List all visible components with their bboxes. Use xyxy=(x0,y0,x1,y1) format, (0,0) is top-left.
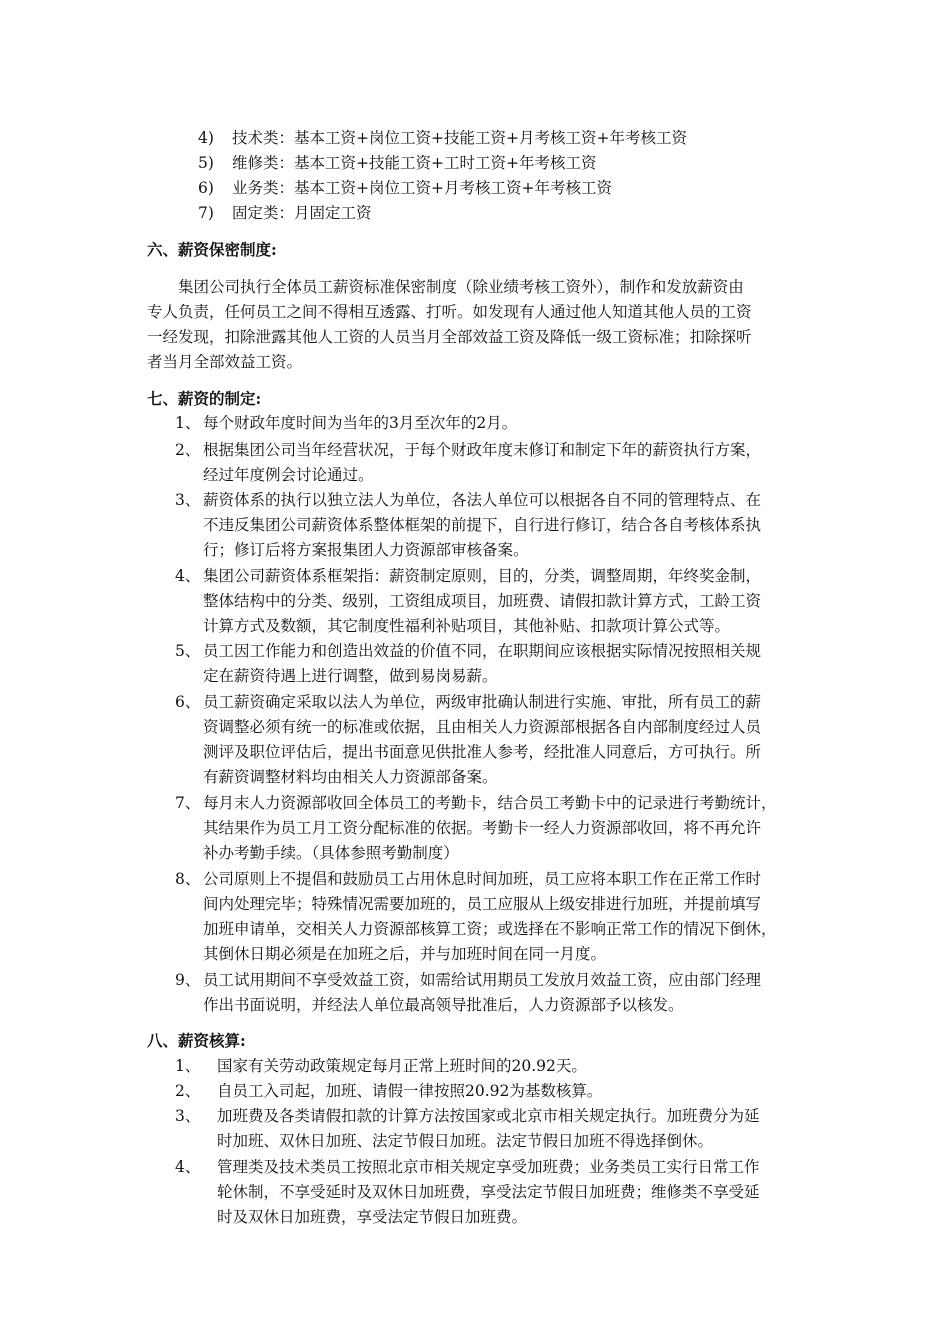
item-number: 6、 xyxy=(175,693,201,711)
section-heading: 八、薪资核算: xyxy=(147,1031,246,1050)
item-line: 薪资体系的执行以独立法人为单位，各法人单位可以根据各自不同的管理特点、在 xyxy=(203,491,762,509)
item-number: 4、 xyxy=(175,1158,201,1176)
paragraph-line: 者当月全部效益工资。 xyxy=(147,353,303,371)
list-number: 4) xyxy=(198,129,214,147)
list-number: 6) xyxy=(198,179,214,197)
item-line: 轮休制，不享受延时及双休日加班费，享受法定节假日加班费；维修类不享受延 xyxy=(217,1183,760,1201)
paragraph-line: 一经发现，扣除泄露其他人工资的人员当月全部效益工资及降低一级工资标准；扣除探听 xyxy=(147,328,752,346)
list-text: 技术类：基本工资+岗位工资+技能工资+月考核工资+年考核工资 xyxy=(232,129,687,147)
item-line: 加班申请单，交相关人力资源部核算工资；或选择在不影响正常工作的情况下倒休， xyxy=(203,920,777,938)
item-line: 自员工入司起，加班、请假一律按照20.92为基数核算。 xyxy=(217,1082,603,1100)
item-number: 1、 xyxy=(175,1057,201,1075)
item-number: 9、 xyxy=(175,971,201,989)
item-line: 加班费及各类请假扣款的计算方法按国家或北京市相关规定执行。加班费分为延 xyxy=(217,1107,760,1125)
item-line: 集团公司薪资体系框架指：薪资制定原则，目的，分类，调整周期，年终奖金制， xyxy=(203,567,762,585)
paragraph-line: 专人负责，任何员工之间不得相互透露、打听。如发现有人通过他人知道其他人员的工资 xyxy=(147,303,752,321)
item-line: 国家有关劳动政策规定每月正常上班时间的20.92天。 xyxy=(217,1057,587,1075)
item-number: 2、 xyxy=(175,1082,201,1100)
list-text: 固定类：月固定工资 xyxy=(232,204,372,222)
item-number: 2、 xyxy=(175,441,201,459)
item-line: 测评及职位评估后，提出书面意见供批准人参考，经批准人同意后，方可执行。所 xyxy=(203,743,762,761)
item-line: 作出书面说明，并经法人单位最高领导批准后，人力资源部予以核发。 xyxy=(203,996,684,1014)
item-line: 定在薪资待遇上进行调整，做到易岗易薪。 xyxy=(203,667,498,685)
item-line: 间内处理完毕；特殊情况需要加班的，员工应服从上级安排进行加班，并提前填写 xyxy=(203,895,762,913)
item-number: 7、 xyxy=(175,794,201,812)
item-line: 计算方式及数额，其它制度性福利补贴项目，其他补贴、扣款项计算公式等。 xyxy=(203,617,731,635)
item-line: 时加班、双休日加班、法定节假日加班。法定节假日加班不得选择倒休。 xyxy=(217,1132,714,1150)
section-heading: 六、薪资保密制度: xyxy=(147,240,277,259)
item-line: 其倒休日期必须是在加班之后，并与加班时间在同一月度。 xyxy=(203,945,607,963)
item-line: 管理类及技术类员工按照北京市相关规定享受加班费；业务类员工实行日常工作 xyxy=(217,1158,760,1176)
list-number: 7) xyxy=(198,204,214,222)
list-text: 维修类：基本工资+技能工资+工时工资+年考核工资 xyxy=(232,154,597,172)
item-line: 其结果作为员工月工资分配标准的依据。考勤卡一经人力资源部收回，将不再允许 xyxy=(203,819,762,837)
item-line: 资调整必须有统一的标准或依据，且由相关人力资源部根据各自内部制度经过人员 xyxy=(203,718,762,736)
item-line: 每月末人力资源部收回全体员工的考勤卡，结合员工考勤卡中的记录进行考勤统计， xyxy=(203,794,777,812)
item-line: 员工因工作能力和创造出效益的价值不同，在职期间应该根据实际情况按照相关规 xyxy=(203,642,762,660)
item-line: 行；修订后将方案报集团人力资源部审核备案。 xyxy=(203,541,529,559)
item-number: 1、 xyxy=(175,414,201,432)
item-line: 根据集团公司当年经营状况，于每个财政年度末修订和制定下年的薪资执行方案， xyxy=(203,441,762,459)
item-line: 补办考勤手续。（具体参照考勤制度） xyxy=(203,844,459,862)
item-number: 5、 xyxy=(175,642,201,660)
item-line: 不违反集团公司薪资体系整体框架的前提下，自行进行修订，结合各自考核体系执 xyxy=(203,516,762,534)
item-line: 经过年度例会讨论通过。 xyxy=(203,466,374,484)
section-heading: 七、薪资的制定: xyxy=(147,389,262,408)
list-text: 业务类：基本工资+岗位工资+月考核工资+年考核工资 xyxy=(232,179,612,197)
item-line: 有薪资调整材料均由相关人力资源部备案。 xyxy=(203,768,498,786)
item-number: 8、 xyxy=(175,870,201,888)
item-line: 时及双休日加班费，享受法定节假日加班费。 xyxy=(217,1208,528,1226)
item-line: 员工薪资确定采取以法人为单位，两级审批确认制进行实施、审批，所有员工的薪 xyxy=(203,693,762,711)
item-line: 公司原则上不提倡和鼓励员工占用休息时间加班，员工应将本职工作在正常工作时 xyxy=(203,870,762,888)
item-number: 4、 xyxy=(175,567,201,585)
item-line: 整体结构中的分类、级别，工资组成项目，加班费、请假扣款计算方式，工龄工资 xyxy=(203,592,762,610)
item-line: 每个财政年度时间为当年的3月至次年的2月。 xyxy=(203,414,518,432)
paragraph-line: 集团公司执行全体员工薪资标准保密制度（除业绩考核工资外），制作和发放薪资由 xyxy=(178,278,744,296)
item-number: 3、 xyxy=(175,1107,201,1125)
list-number: 5) xyxy=(198,154,214,172)
item-line: 员工试用期间不享受效益工资，如需给试用期员工发放月效益工资，应由部门经理 xyxy=(203,971,762,989)
item-number: 3、 xyxy=(175,491,201,509)
